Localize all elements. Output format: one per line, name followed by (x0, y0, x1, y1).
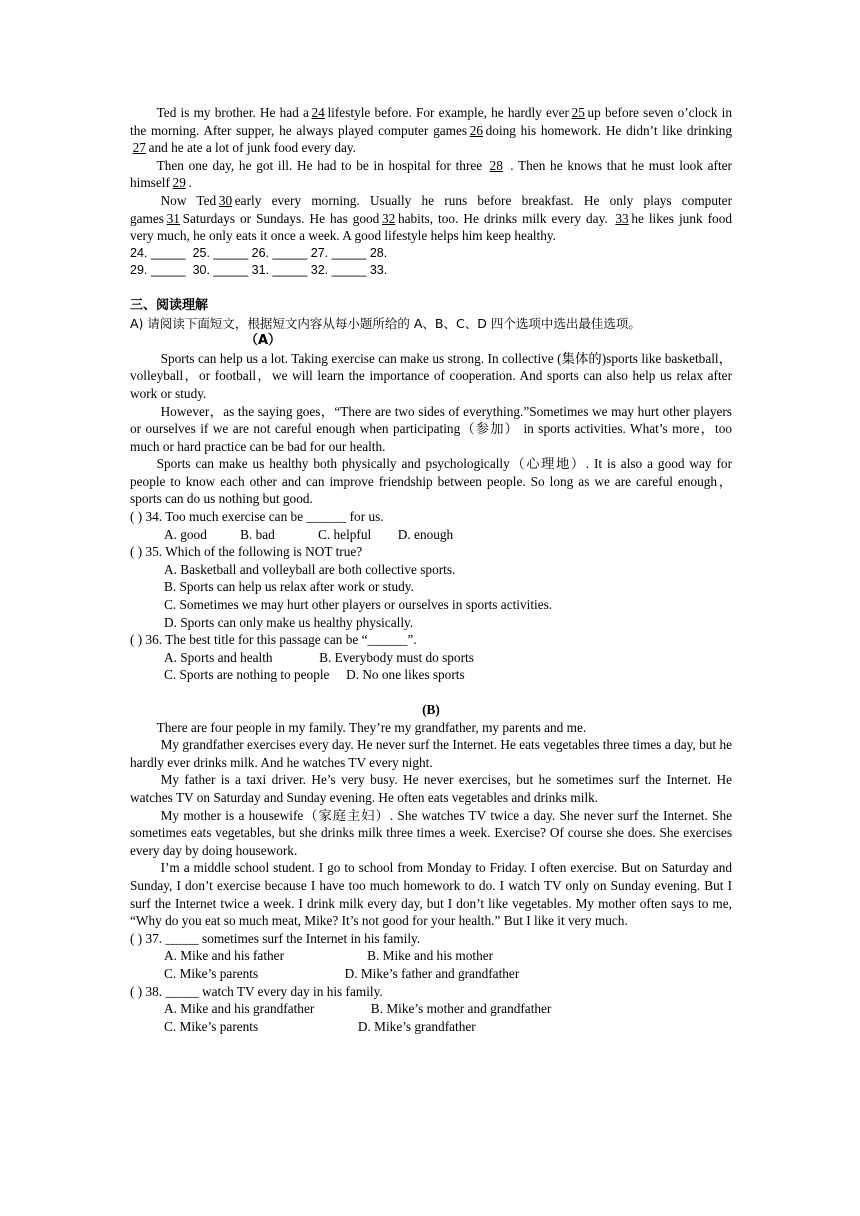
blank-32: 32 (382, 210, 396, 226)
question-36-options-cd: C. Sports are nothing to people D. No one likes sports (164, 667, 465, 683)
passage-a-paragraph-1: Sports can help us a lot. Taking exercise can make us strong. In collective (集体的)sports like basketball，volleyball，or football，we will learn the importance of cooperation. And sports can also help us relax after work or study. (130, 350, 732, 401)
answer-blank-29: 29. _____ (130, 263, 186, 278)
spacer (130, 684, 732, 701)
question-37-options-cd: C. Mike’s parents D. Mike’s father and grandfather (164, 965, 520, 981)
text: Saturdays or Sundays. He has good (182, 210, 380, 226)
document-page (130, 104, 732, 1035)
text: Then one day, he got ill. He had to be in hospital for three (156, 157, 483, 173)
text: up before seven o’clock in the morning. After supper, he always played computer games (130, 105, 732, 138)
text: early every morning. Usually he runs before breakfast. He only plays computer games (130, 192, 732, 226)
section-instruction: A) 请阅读下面短文，根据短文内容从每小题所给的 A、B、C、D 四个选项中选出最佳选项。 (130, 315, 641, 331)
passage-b-paragraph-3: My father is a taxi driver. He’s very busy. He never exercises, but he sometimes surf the Internet. He watches TV on Saturday and Sunday evening. He often eats vegetables and drinks milk. (130, 772, 732, 805)
text: and he ate a lot of junk food every day. (148, 140, 356, 156)
cloze-paragraph-2 (130, 157, 732, 192)
text: habits, too. He drinks milk every day. (397, 210, 608, 226)
answer-blank-32: 32. _____ (310, 263, 367, 278)
answer-blank-28: 28. (369, 245, 388, 260)
text: doing his homework. He didn’t like drinking (485, 122, 732, 138)
answer-blank-33: 33. (369, 263, 388, 278)
question-37: ( ) 37. _____ sometimes surf the Internet in his family. (130, 930, 421, 946)
question-38: ( ) 38. _____ watch TV every day in his family. (130, 983, 383, 999)
blank-24: 24 (311, 105, 325, 120)
passage-b-title: (B) (422, 702, 440, 717)
cloze-paragraph-3 (130, 192, 732, 245)
blank-30: 30 (218, 192, 233, 208)
question-36-options-ab: A. Sports and health B. Everybody must do sports (164, 649, 474, 665)
question-38-options-ab: A. Mike and his grandfather B. Mike’s mother and grandfather (164, 1001, 552, 1017)
answer-blank-30: 30. _____ (192, 263, 249, 278)
passage-a-paragraph-2: However，as the saying goes，“There are two sides of everything.”Sometimes we may hurt other players or ourselves if we are not careful enough when participating（参加） in sports activities. What’s more，too much or hard practice can be bad for our health. (130, 403, 732, 454)
passage-a-title: （A） (245, 333, 282, 349)
blank-27: 27 (132, 140, 146, 156)
passage-b-paragraph-2: My grandfather exercises every day. He never surf the Internet. He eats vegetables three times a day, but he hardly ever drinks milk. And he watches TV every night. (130, 737, 732, 770)
blank-28: 28 (489, 157, 503, 173)
passage-b-paragraph-4: My mother is a housewife（家庭主妇）. She watches TV twice a day. She never surf the Internet. She sometimes eats vegetables, but she drinks milk three times a week. Exercise? Of course she does. She exercises every day by doing housework. (130, 807, 732, 858)
blank-26: 26 (469, 122, 483, 138)
answer-blank-25: 25. _____ (192, 245, 249, 260)
blank-25: 25 (571, 105, 585, 120)
question-37-options-ab: A. Mike and his father B. Mike and his mother (164, 948, 494, 964)
answer-blank-31: 31. _____ (251, 263, 308, 278)
question-35-option-d: D. Sports can only make us healthy physically. (164, 614, 414, 630)
spacer (130, 280, 732, 297)
text: he likes junk food very much, he only eats it once a week. A good lifestyle helps him keep healthy. (130, 210, 732, 244)
text: lifestyle before. For example, he hardly ever (327, 105, 569, 120)
text: . (188, 175, 192, 191)
question-38-options-cd: C. Mike’s parents D. Mike’s grandfather (164, 1018, 476, 1034)
question-36: ( ) 36. The best title for this passage can be “______”. (130, 632, 417, 648)
blank-31: 31 (166, 210, 180, 226)
question-35-option-b: B. Sports can help us relax after work or study. (164, 579, 414, 595)
passage-a-paragraph-3: Sports can make us healthy both physically and psychologically（心理地）. It is also a good way for people to know each other and can improve friendship between people. So long as we are careful enough，sports can do us nothing but good. (130, 456, 732, 507)
answer-blank-24: 24. _____ (130, 245, 186, 260)
passage-b-paragraph-5: I’m a middle school student. I go to school from Monday to Friday. I often exercise. But on Saturday and Sunday, I don’t exercise because I have too much homework to do. I watch TV only on Sunday evening. But I surf the Internet twice a week. I drink milk every day, but I don’t like vegetables. My mother often says to me, “Why do you eat so much meat, Mike? It’s not good for your health.” But I like it very much. (130, 860, 732, 929)
section-title: 三、阅读理解 (130, 297, 209, 313)
answer-row-1 (130, 245, 732, 263)
answer-row-2 (130, 262, 732, 280)
cloze-paragraph-1 (130, 104, 732, 157)
text: Ted is my brother. He had a (156, 105, 309, 120)
question-34: ( ) 34. Too much exercise can be ______ for us. (130, 509, 384, 525)
question-35-option-a: A. Basketball and volleyball are both collective sports. (164, 561, 456, 577)
question-35: ( ) 35. Which of the following is NOT true? (130, 544, 363, 560)
text: . Then he knows that he must look after himself (130, 157, 732, 191)
question-34-options: A. good B. bad C. helpful D. enough (164, 526, 454, 542)
passage-b-paragraph-1: There are four people in my family. They’re my grandfather, my parents and me. (156, 719, 587, 735)
answer-blank-26: 26. _____ (251, 245, 308, 260)
blank-33: 33 (615, 210, 629, 226)
answer-blank-27: 27. _____ (310, 245, 367, 260)
question-35-option-c: C. Sometimes we may hurt other players or ourselves in sports activities. (164, 597, 553, 613)
blank-29: 29 (172, 175, 186, 191)
text: Now Ted (160, 192, 217, 208)
